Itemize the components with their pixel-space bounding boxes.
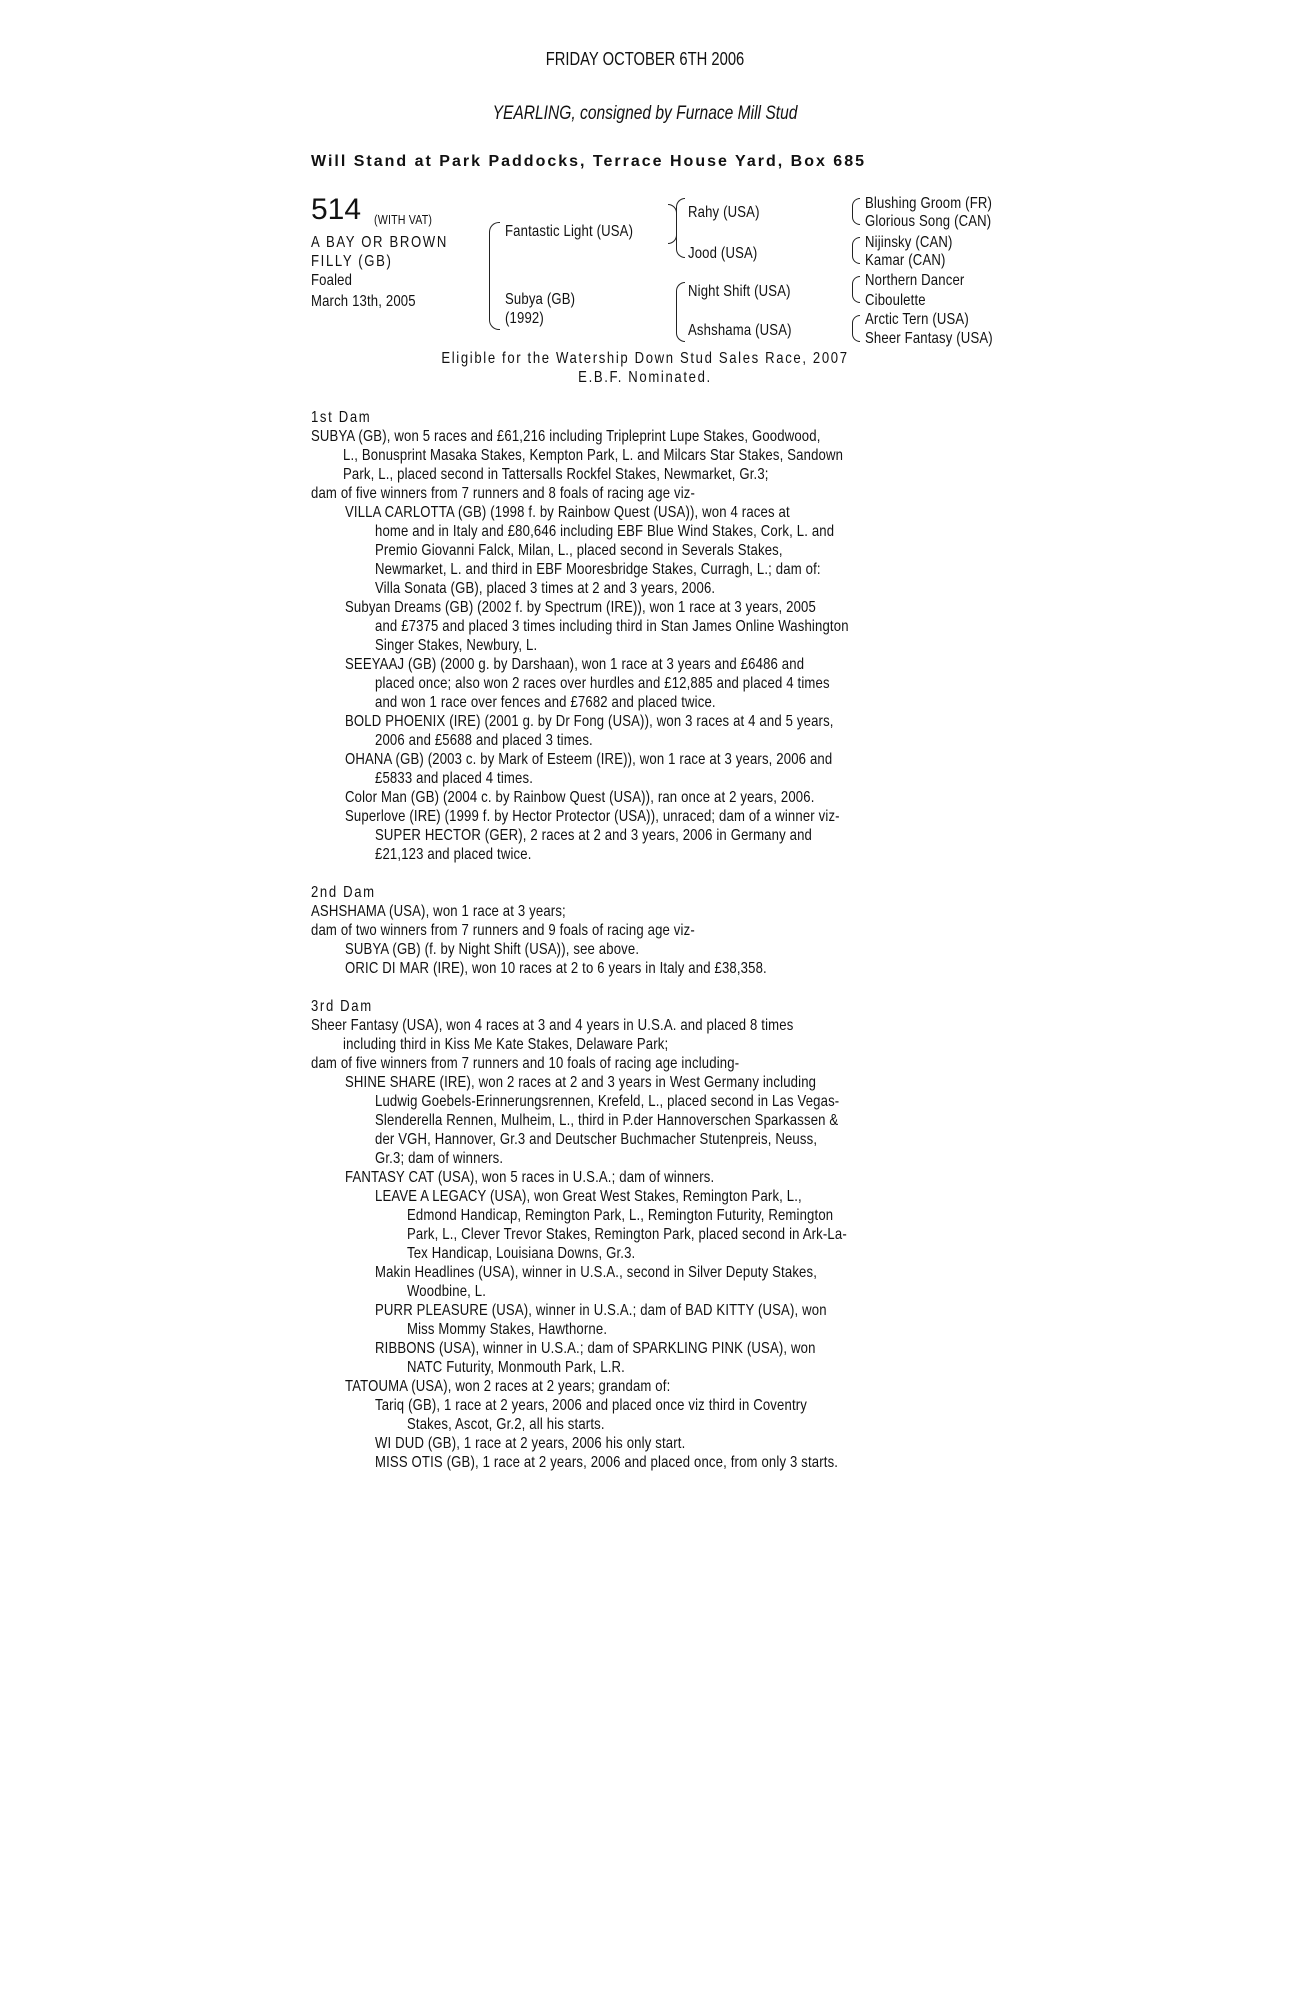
pedigree-sdd: Kamar (CAN): [865, 252, 946, 269]
body-line: PURR PLEASURE (USA), winner in U.S.A.; dam of BAD KITTY (USA), won: [375, 1302, 827, 1319]
body-line: dam of five winners from 7 runners and 8 foals of racing age viz-: [311, 485, 696, 502]
body-line: MISS OTIS (GB), 1 race at 2 years, 2006 and placed once, from only 3 starts.: [375, 1454, 839, 1471]
body-line: Villa Sonata (GB), placed 3 times at 2 and 3 years, 2006.: [375, 580, 716, 597]
body-line: Slenderella Rennen, Mulheim, L., third in P.der Hannoverschen Sparkassen &: [375, 1112, 839, 1129]
stand-location: Will Stand at Park Paddocks, Terrace House Yard, Box 685: [311, 153, 866, 170]
pedigree-brace-main: [489, 222, 500, 330]
body-line: Premio Giovanni Falck, Milan, L., placed second in Severals Stakes,: [375, 542, 783, 559]
body-line: Edmond Handicap, Remington Park, L., Remington Futurity, Remington: [407, 1207, 834, 1224]
gen3-brace-2: [852, 237, 860, 264]
body-line: Park, L., placed second in Tattersalls Rockfel Stakes, Newmarket, Gr.3;: [343, 466, 769, 483]
lot-description-1: A BAY OR BROWN: [311, 234, 448, 251]
body-line: 2006 and £5688 and placed 3 times.: [375, 732, 593, 749]
lot-description-2: FILLY (GB): [311, 253, 393, 270]
body-line: VILLA CARLOTTA (GB) (1998 f. by Rainbow Quest (USA)), won 4 races at: [345, 504, 790, 521]
pedigree-sds: Nijinsky (CAN): [865, 234, 953, 251]
pedigree-dsd: Ciboulette: [865, 292, 926, 309]
body-line: LEAVE A LEGACY (USA), won Great West Stakes, Remington Park, L.,: [375, 1188, 802, 1205]
eligibility-line-1: Eligible for the Watership Down Stud Sales Race, 2007: [441, 350, 849, 367]
pedigree-dam-dam: Ashshama (USA): [688, 322, 792, 339]
body-line: dam of five winners from 7 runners and 10 foals of racing age including-: [311, 1055, 740, 1072]
body-line: £21,123 and placed twice.: [375, 846, 532, 863]
body-line: SUPER HECTOR (GER), 2 races at 2 and 3 years, 2006 in Germany and: [375, 827, 812, 844]
pedigree-sire-dam: Jood (USA): [688, 245, 758, 262]
body-line: BOLD PHOENIX (IRE) (2001 g. by Dr Fong (USA)), won 3 races at 4 and 5 years,: [345, 713, 834, 730]
body-line: dam of two winners from 7 runners and 9 foals of racing age viz-: [311, 922, 695, 939]
gen3-brace-4: [852, 315, 860, 342]
sire-parents-brace: [676, 198, 685, 258]
lot-number: 514: [311, 193, 362, 226]
body-line: FANTASY CAT (USA), won 5 races in U.S.A.; dam of winners.: [345, 1169, 715, 1186]
body-line: SEEYAAJ (GB) (2000 g. by Darshaan), won 1 race at 3 years and £6486 and: [345, 656, 805, 673]
vat-note: (WITH VAT): [374, 212, 433, 227]
body-line: WI DUD (GB), 1 race at 2 years, 2006 his only start.: [375, 1435, 686, 1452]
body-line: 1st Dam: [311, 409, 372, 426]
body-line: Stakes, Ascot, Gr.2, all his starts.: [407, 1416, 605, 1433]
pedigree-dss: Northern Dancer: [865, 272, 965, 289]
pedigree-sire: Fantastic Light (USA): [505, 223, 634, 240]
gen3-brace-3: [852, 276, 860, 303]
body-line: Superlove (IRE) (1999 f. by Hector Protector (USA)), unraced; dam of a winner viz-: [345, 808, 840, 825]
gen3-brace-1: [852, 198, 860, 225]
body-line: Woodbine, L.: [407, 1283, 487, 1300]
body-line: including third in Kiss Me Kate Stakes, Delaware Park;: [343, 1036, 669, 1053]
pedigree-ddd: Sheer Fantasy (USA): [865, 330, 993, 347]
foaled-label: Foaled: [311, 272, 353, 289]
pedigree-dam-sire: Night Shift (USA): [688, 283, 791, 300]
body-line: and won 1 race over fences and £7682 and placed twice.: [375, 694, 716, 711]
eligibility-line-2: E.B.F. Nominated.: [578, 369, 712, 386]
body-line: RIBBONS (USA), winner in U.S.A.; dam of SPARKLING PINK (USA), won: [375, 1340, 816, 1357]
body-line: Tariq (GB), 1 race at 2 years, 2006 and placed once viz third in Coventry: [375, 1397, 808, 1414]
body-line: Miss Mommy Stakes, Hawthorne.: [407, 1321, 608, 1338]
body-line: NATC Futurity, Monmouth Park, L.R.: [407, 1359, 625, 1376]
body-line: L., Bonusprint Masaka Stakes, Kempton Park, L. and Milcars Star Stakes, Sandown: [343, 447, 844, 464]
body-line: Ludwig Goebels-Erinnerungsrennen, Krefeld, L., placed second in Las Vegas-: [375, 1093, 840, 1110]
body-line: SUBYA (GB), won 5 races and £61,216 including Tripleprint Lupe Stakes, Goodwood,: [311, 428, 821, 445]
body-line: Park, L., Clever Trevor Stakes, Remington Park, placed second in Ark-La-: [407, 1226, 847, 1243]
body-line: Color Man (GB) (2004 c. by Rainbow Quest (USA)), ran once at 2 years, 2006.: [345, 789, 815, 806]
body-line: ORIC DI MAR (IRE), won 10 races at 2 to 6 years in Italy and £38,358.: [345, 960, 767, 977]
foaled-date: March 13th, 2005: [311, 293, 416, 310]
body-line: der VGH, Hannover, Gr.3 and Deutscher Buchmacher Stutenpreis, Neuss,: [375, 1131, 818, 1148]
body-line: Gr.3; dam of winners.: [375, 1150, 504, 1167]
body-line: 2nd Dam: [311, 884, 376, 901]
body-line: £5833 and placed 4 times.: [375, 770, 534, 787]
body-line: ASHSHAMA (USA), won 1 race at 3 years;: [311, 903, 566, 920]
body-line: OHANA (GB) (2003 c. by Mark of Esteem (IRE)), won 1 race at 3 years, 2006 and: [345, 751, 833, 768]
body-line: placed once; also won 2 races over hurdles and £12,885 and placed 4 times: [375, 675, 830, 692]
body-line: home and in Italy and £80,646 including EBF Blue Wind Stakes, Cork, L. and: [375, 523, 835, 540]
pedigree-dds: Arctic Tern (USA): [865, 311, 969, 328]
pedigree-dam: Subya (GB): [505, 291, 576, 308]
pedigree-ssd: Glorious Song (CAN): [865, 213, 992, 230]
body-line: 3rd Dam: [311, 998, 373, 1015]
pedigree-sss: Blushing Groom (FR): [865, 195, 993, 212]
sale-date: FRIDAY OCTOBER 6TH 2006: [545, 49, 745, 69]
body-line: Subyan Dreams (GB) (2002 f. by Spectrum (IRE)), won 1 race at 3 years, 2005: [345, 599, 816, 616]
body-line: Tex Handicap, Louisiana Downs, Gr.3.: [407, 1245, 636, 1262]
pedigree-dam-year: (1992): [505, 310, 544, 327]
dam-parents-brace: [676, 282, 685, 342]
body-line: SUBYA (GB) (f. by Night Shift (USA)), see above.: [345, 941, 640, 958]
consignment-subtitle: YEARLING, consigned by Furnace Mill Stud: [492, 103, 798, 124]
body-line: SHINE SHARE (IRE), won 2 races at 2 and 3 years in West Germany including: [345, 1074, 817, 1091]
body-line: Makin Headlines (USA), winner in U.S.A., second in Silver Deputy Stakes,: [375, 1264, 818, 1281]
body-line: Sheer Fantasy (USA), won 4 races at 3 and 4 years in U.S.A. and placed 8 times: [311, 1017, 794, 1034]
body-line: TATOUMA (USA), won 2 races at 2 years; grandam of:: [345, 1378, 671, 1395]
body-line: Newmarket, L. and third in EBF Mooresbridge Stakes, Curragh, L.; dam of:: [375, 561, 821, 578]
body-line: Singer Stakes, Newbury, L.: [375, 637, 538, 654]
pedigree-sire-sire: Rahy (USA): [688, 204, 760, 221]
dam-line-details: [311, 408, 1011, 1488]
body-line: and £7375 and placed 3 times including third in Stan James Online Washington: [375, 618, 849, 635]
